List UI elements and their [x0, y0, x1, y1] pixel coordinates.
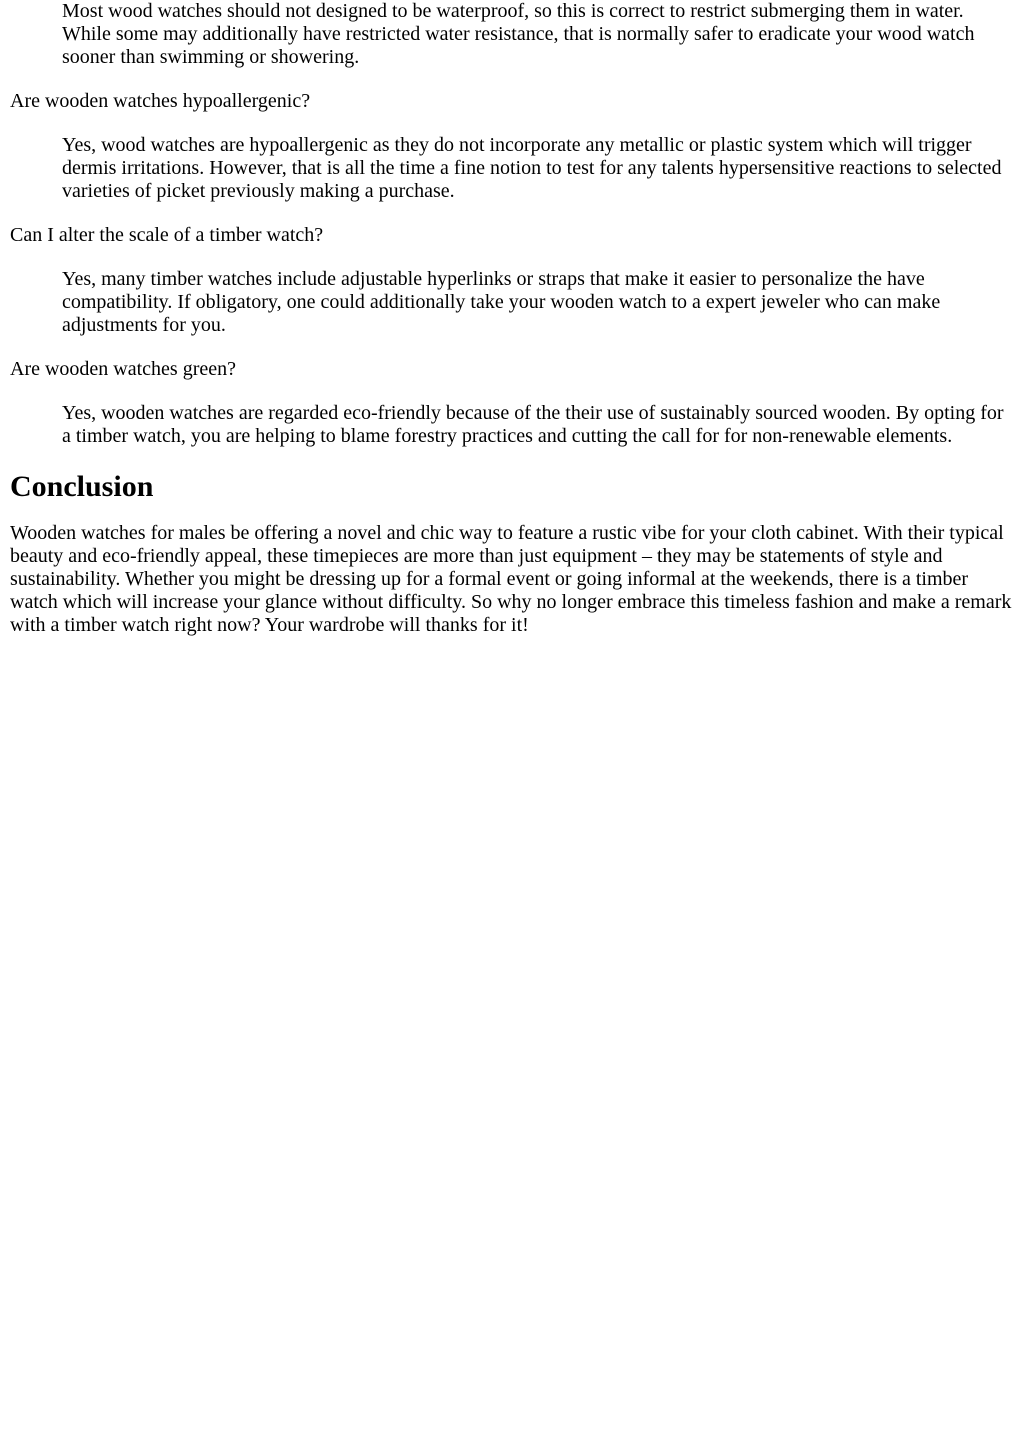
conclusion-heading: Conclusion [10, 470, 154, 503]
faq-answer-hypoallergenic: Yes, wood watches are hypoallergenic as they do not incorporate any metallic or plastic system which will trigger dermis irritations. However, that is all the time a fine notion to test for any talents hypersensitive reactions to selected varieties of picket previously making a purchase. [62, 134, 1002, 202]
article-body [0, 0, 1024, 637]
faq-question-resize: Can I alter the scale of a timber watch? [10, 224, 324, 246]
faq-answer-green: Yes, wooden watches are regarded eco-friendly because of the their use of sustainably sourced wooden. By opting for a timber watch, you are helping to blame forestry practices and cutting the call for for non-renewable elements. [62, 402, 1004, 447]
faq-question-green: Are wooden watches green? [10, 358, 237, 380]
faq-answer-waterproof: Most wood watches should not designed to be waterproof, so this is correct to restrict submerging them in water. While some may additionally have restricted water resistance, that is normally safer to eradicate your wood watch sooner than swimming or showering. [62, 0, 975, 68]
faq-answer-resize: Yes, many timber watches include adjustable hyperlinks or straps that make it easier to personalize the have compatibility. If obligatory, one could additionally take your wooden watch to a expert jeweler who can make adjustments for you. [62, 268, 941, 336]
faq-question-hypoallergenic: Are wooden watches hypoallergenic? [10, 90, 311, 112]
conclusion-paragraph: Wooden watches for males be offering a novel and chic way to feature a rustic vibe for your cloth cabinet. With their typical beauty and eco-friendly appeal, these timepieces are more than just equipment – they may be statements of style and sustainability. Whether you might be dressing up for a formal event or going informal at the weekends, there is a timber watch which will increase your glance without difficulty. So why no longer embrace this timeless fashion and make a remark with a timber watch right now? Your wardrobe will thanks for it! [10, 522, 1012, 636]
